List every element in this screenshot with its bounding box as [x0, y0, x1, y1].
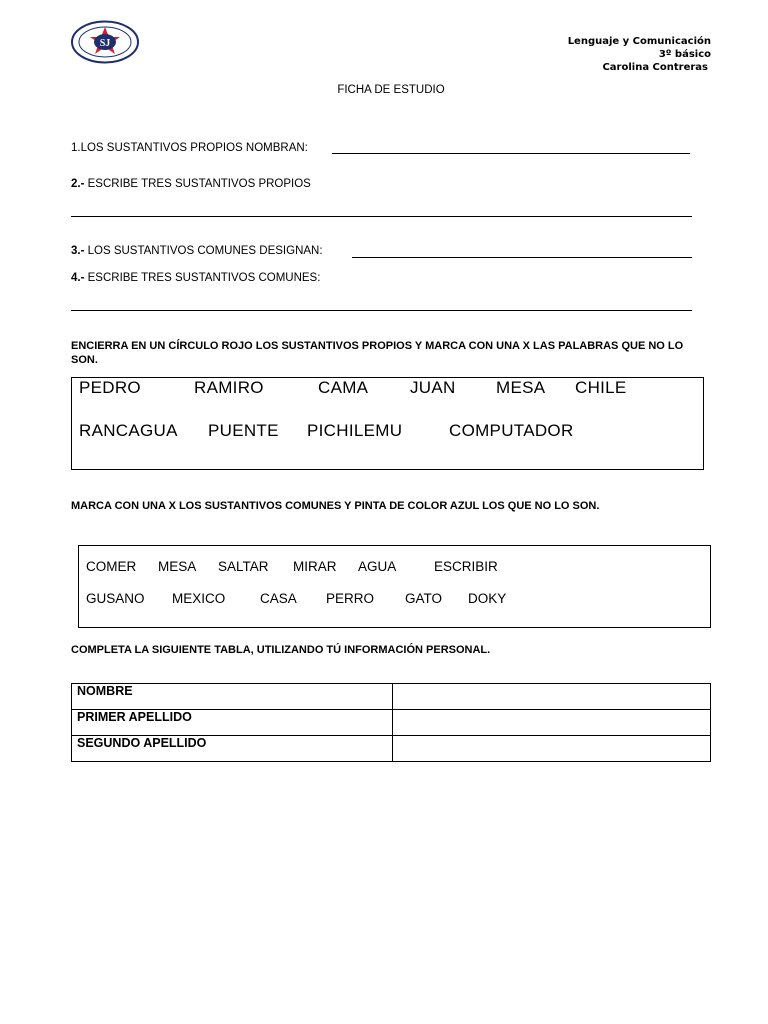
word-item[interactable]: AGUA: [358, 559, 397, 574]
exercise-2-word-box: [78, 545, 711, 628]
question-2-number: 2.-: [71, 178, 85, 190]
word-item[interactable]: CHILE: [575, 378, 627, 397]
question-3-text: LOS SUSTANTIVOS COMUNES DESIGNAN:: [84, 245, 323, 257]
exercise-3-instruction: COMPLETA LA SIGUIENTE TABLA, UTILIZANDO TÚ INFORMACIÓN PERSONAL.: [71, 644, 491, 656]
page-title: FICHA DE ESTUDIO: [337, 84, 445, 96]
word-item[interactable]: COMER: [86, 559, 137, 574]
word-item[interactable]: JUAN: [410, 378, 456, 397]
subject-label: Lenguaje y Comunicación: [567, 36, 711, 47]
question-2-text: ESCRIBE TRES SUSTANTIVOS PROPIOS: [84, 178, 311, 190]
school-logo: [70, 20, 140, 64]
exercise-1-word-box: [71, 377, 704, 470]
word-item[interactable]: GUSANO: [86, 591, 145, 606]
word-item[interactable]: DOKY: [468, 591, 507, 606]
row-label-primer-apellido: PRIMER APELLIDO: [72, 710, 393, 736]
row-value-nombre[interactable]: [393, 684, 711, 710]
word-item[interactable]: GATO: [405, 591, 443, 606]
word-item[interactable]: ESCRIBIR: [434, 559, 498, 574]
question-4: [71, 272, 320, 284]
word-item[interactable]: MESA: [158, 559, 197, 574]
question-1: [71, 142, 308, 154]
question-4-number: 4.-: [71, 272, 85, 284]
row-label-nombre: NOMBRE: [72, 684, 393, 710]
word-item[interactable]: MEXICO: [172, 591, 226, 606]
question-3-number: 3.-: [71, 245, 85, 257]
question-3: [71, 245, 323, 257]
exercise-1-instruction: ENCIERRA EN UN CÍRCULO ROJO LOS SUSTANTIVOS PROPIOS Y MARCA CON UNA X LAS PALABRAS QUE NO LO SON.: [71, 340, 684, 366]
table-row: [72, 736, 711, 762]
word-item[interactable]: MESA: [496, 378, 546, 397]
word-item[interactable]: PERRO: [326, 591, 375, 606]
answer-line-1[interactable]: [332, 153, 690, 154]
word-item[interactable]: COMPUTADOR: [449, 421, 574, 440]
question-2: [71, 178, 311, 190]
answer-line-4[interactable]: [71, 310, 692, 311]
word-item[interactable]: RANCAGUA: [79, 421, 178, 440]
row-value-primer-apellido[interactable]: [393, 710, 711, 736]
question-1-text: 1.LOS SUSTANTIVOS PROPIOS NOMBRAN:: [71, 142, 308, 154]
row-label-segundo-apellido: SEGUNDO APELLIDO: [72, 736, 393, 762]
exercise-2-instruction: MARCA CON UNA X LOS SUSTANTIVOS COMUNES Y PINTA DE COLOR AZUL LOS QUE NO LO SON.: [71, 500, 600, 512]
table-row: [72, 710, 711, 736]
word-item[interactable]: CASA: [260, 591, 297, 606]
question-4-text: ESCRIBE TRES SUSTANTIVOS COMUNES:: [84, 272, 321, 284]
table-row: [72, 684, 711, 710]
word-item[interactable]: PUENTE: [208, 421, 279, 440]
word-item[interactable]: PEDRO: [79, 378, 141, 397]
teacher-label: Carolina Contreras: [602, 62, 708, 73]
answer-line-3[interactable]: [352, 257, 692, 258]
word-item[interactable]: SALTAR: [218, 559, 269, 574]
personal-info-table: [71, 683, 711, 762]
word-item[interactable]: CAMA: [318, 378, 369, 397]
word-item[interactable]: PICHILEMU: [307, 421, 403, 440]
answer-line-2[interactable]: [71, 216, 692, 217]
word-item[interactable]: MIRAR: [293, 559, 337, 574]
logo-initials: SJ: [99, 38, 111, 49]
grade-label: 3º básico: [658, 49, 711, 60]
header-info: [568, 35, 711, 74]
word-item[interactable]: RAMIRO: [194, 378, 264, 397]
row-value-segundo-apellido[interactable]: [393, 736, 711, 762]
